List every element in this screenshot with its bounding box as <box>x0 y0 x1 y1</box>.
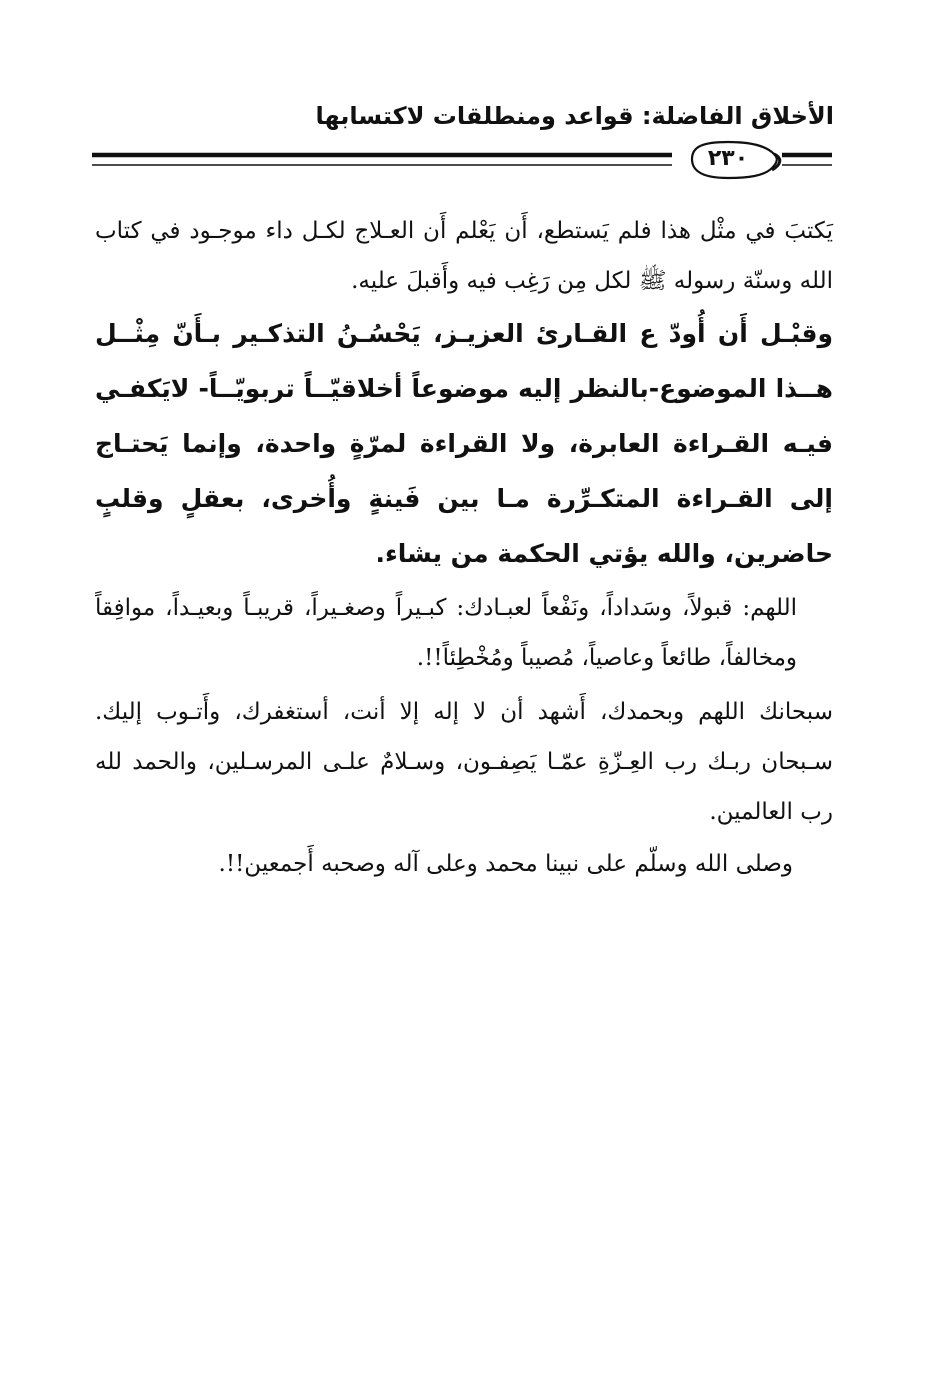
paragraph-reminder: وقبْـل أَن أُودّ ع القـارئ العزيـز، يَحْسُـنُ التذكـير بـأَنّ مِثْــل هــذا الموضوع-بالنظر إليه موضوعاً أخلاقيّــاً تربويّــاً- لايَكفـي فيـه القـراءة العابرة، ولا القراءة لمرّةٍ واحدة، وإنما يَحتـاج إلى القـراءة المتكـرِّرة مـا بين فَينةٍ وأُخرى، بعقلٍ وقلبٍ حاضرين، والله يؤتي الحكمة من يشاء. <box>95 319 833 568</box>
paragraph-supplication: اللهم: قبولاً، وسَداداً، ونَفْعاً لعبـادك: كبـيراً وصغـيراً، قريبـاً وبعيـداً، موافِقاً ومخالفاً، طائعاً وعاصياً، مُصيباً ومُخْطِئاً!!. <box>95 595 797 671</box>
paragraph-closing-prayer: وصلى الله وسلّم على نبينا محمد وعلى آله وصحبه أَجمعين!!. <box>218 851 793 877</box>
page-number: ٢٣٠ <box>707 146 749 171</box>
page-body <box>95 206 833 889</box>
header-rule <box>92 138 832 184</box>
paragraph-continuation: يَكتبَ في مثْل هذا فلم يَستطع، أَن يَعْلم أَن العـلاج لكـل داء موجـود في كتاب الله وسنّة رسوله ﷺ لكل مِن رَغِب فيه وأَقبلَ عليه. <box>95 218 833 294</box>
paragraph-glorification: سبحانك اللهم وبحمدك، أَشهد أن لا إله إلا أنت، أستغفرك، وأَتـوب إليك. سـبحان ربـك رب العِـزّةِ عمّـا يَصِفـون، وسـلامٌ علـى المرسـلين، والحمد لله رب العالمين. <box>95 699 833 825</box>
running-header-title: الأخلاق الفاضلة: قواعد ومنطلقات لاكتسابها <box>315 102 834 130</box>
